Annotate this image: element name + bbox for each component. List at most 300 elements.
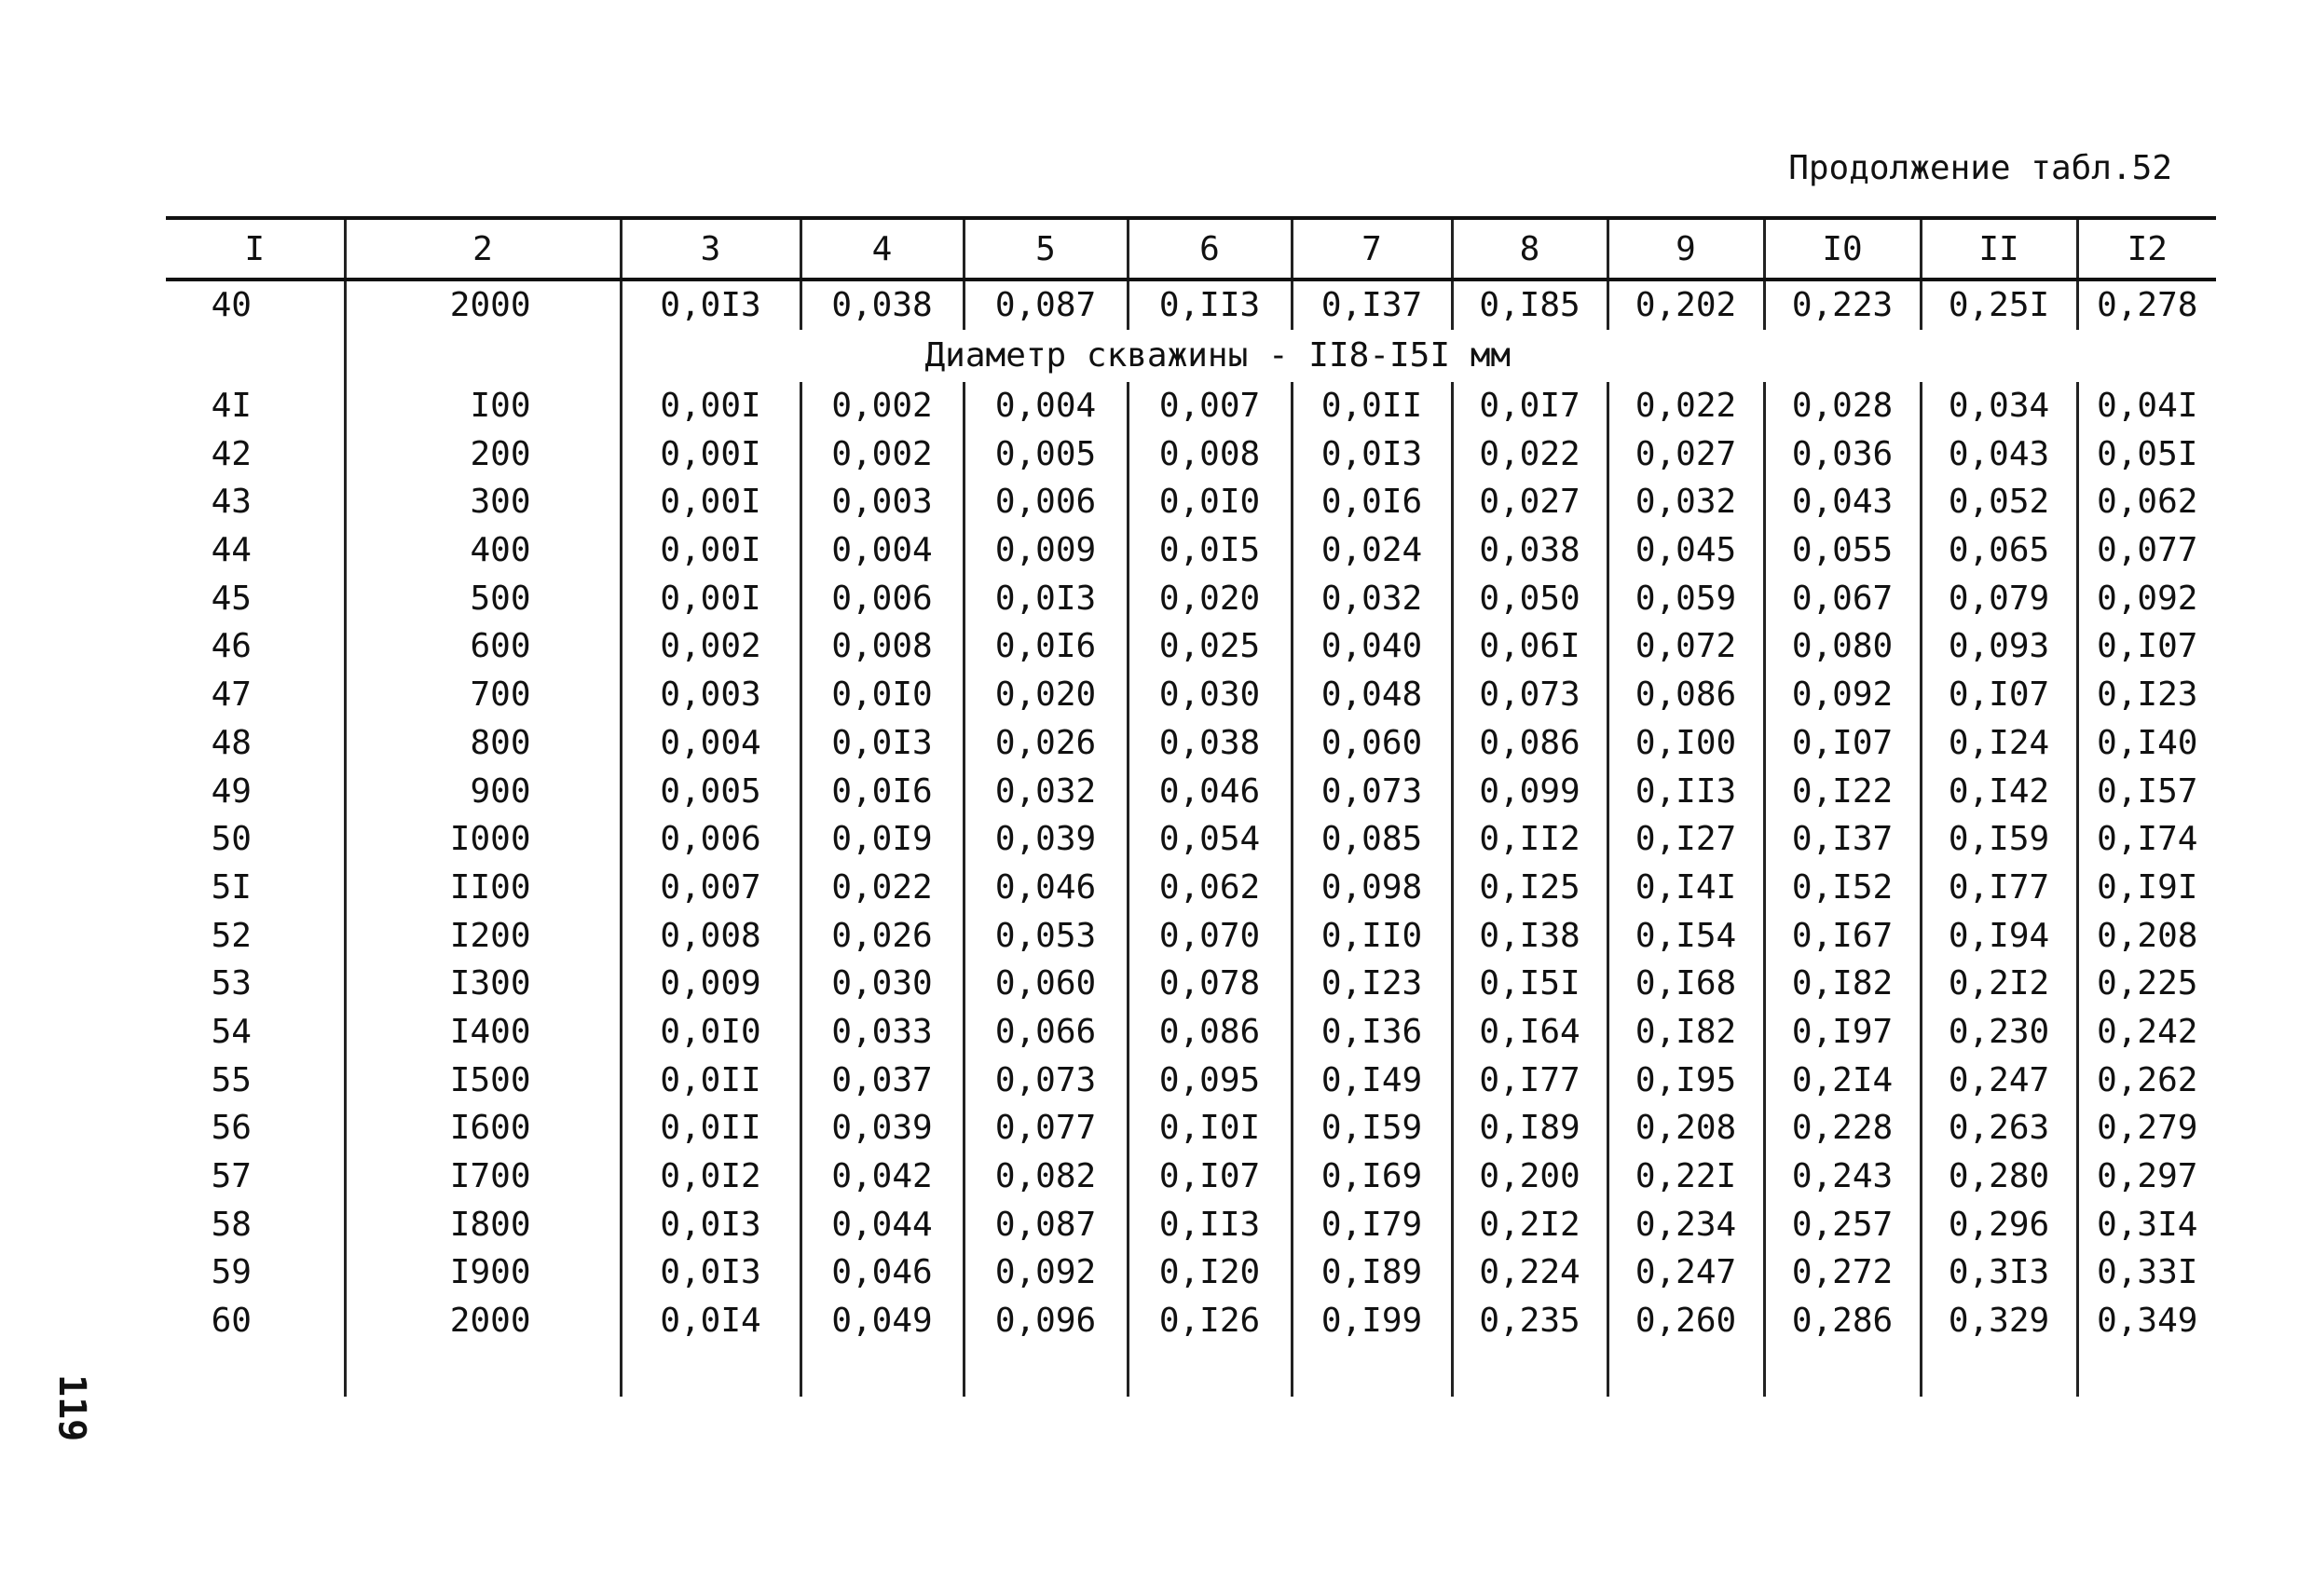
value-cell: 0,06I bbox=[1452, 622, 1607, 671]
depth-cell: 800 bbox=[345, 719, 621, 768]
value-cell: 0,I25 bbox=[1452, 864, 1607, 912]
value-cell: 0,04I bbox=[2077, 382, 2216, 430]
value-cell: 0,0I0 bbox=[800, 671, 964, 719]
depth-cell: I800 bbox=[345, 1200, 621, 1248]
row-number-cell: 42 bbox=[211, 434, 252, 473]
section-subheader: Диаметр скважины - II8-I5I мм bbox=[621, 330, 2216, 382]
value-cell: 0,II3 bbox=[1607, 767, 1764, 815]
value-cell: 0,0I6 bbox=[1292, 478, 1452, 526]
row-number-cell: 57 bbox=[211, 1157, 252, 1196]
table-subheader-row bbox=[166, 330, 2216, 382]
value-cell: 0,I74 bbox=[2077, 815, 2216, 864]
value-cell: 0,092 bbox=[1764, 671, 1921, 719]
table-row bbox=[166, 1008, 2216, 1057]
value-cell: 0,060 bbox=[1292, 719, 1452, 768]
value-cell: 0,095 bbox=[1128, 1056, 1292, 1104]
value-cell: 0,086 bbox=[1452, 719, 1607, 768]
table-row bbox=[166, 1153, 2216, 1201]
value-cell: 0,230 bbox=[1921, 1008, 2077, 1057]
value-cell: 0,034 bbox=[1921, 382, 2077, 430]
empty-cell bbox=[800, 1344, 964, 1397]
row-number-cell: 43 bbox=[211, 483, 252, 522]
value-cell: 0,0I3 bbox=[1292, 430, 1452, 478]
depth-cell: I000 bbox=[345, 815, 621, 864]
table-row bbox=[166, 280, 2216, 330]
value-cell: 0,038 bbox=[800, 280, 964, 330]
table-row bbox=[166, 960, 2216, 1008]
value-cell: 0,I97 bbox=[1764, 1008, 1921, 1057]
value-cell: 0,080 bbox=[1764, 622, 1921, 671]
value-cell: 0,026 bbox=[800, 911, 964, 960]
row-number-cell: 49 bbox=[211, 771, 252, 811]
value-cell: 0,039 bbox=[800, 1104, 964, 1153]
value-cell: 0,247 bbox=[1921, 1056, 2077, 1104]
value-cell: 0,082 bbox=[964, 1153, 1128, 1201]
value-cell: 0,286 bbox=[1764, 1297, 1921, 1345]
depth-cell: I00 bbox=[345, 382, 621, 430]
value-cell: 0,I27 bbox=[1607, 815, 1764, 864]
value-cell: 0,055 bbox=[1764, 526, 1921, 575]
column-header: 6 bbox=[1128, 218, 1292, 280]
empty-cell bbox=[345, 330, 621, 382]
value-cell: 0,0I6 bbox=[800, 767, 964, 815]
value-cell: 0,22I bbox=[1607, 1153, 1764, 1201]
value-cell: 0,009 bbox=[621, 960, 800, 1008]
value-cell: 0,I52 bbox=[1764, 864, 1921, 912]
value-cell: 0,I67 bbox=[1764, 911, 1921, 960]
value-cell: 0,I64 bbox=[1452, 1008, 1607, 1057]
value-cell: 0,045 bbox=[1607, 526, 1764, 575]
value-cell: 0,I49 bbox=[1292, 1056, 1452, 1104]
value-cell: 0,059 bbox=[1607, 574, 1764, 622]
row-number-cell: 55 bbox=[211, 1060, 252, 1099]
value-cell: 0,048 bbox=[1292, 671, 1452, 719]
value-cell: 0,003 bbox=[621, 671, 800, 719]
value-cell: 0,0I2 bbox=[621, 1153, 800, 1201]
table-row bbox=[166, 430, 2216, 478]
value-cell: 0,002 bbox=[800, 382, 964, 430]
value-cell: 0,006 bbox=[800, 574, 964, 622]
value-cell: 0,030 bbox=[800, 960, 964, 1008]
value-cell: 0,I07 bbox=[1128, 1153, 1292, 1201]
value-cell: 0,0I7 bbox=[1452, 382, 1607, 430]
row-number-cell: 54 bbox=[211, 1012, 252, 1051]
value-cell: 0,II3 bbox=[1128, 280, 1292, 330]
column-header: I bbox=[244, 229, 266, 268]
value-cell: 0,I89 bbox=[1292, 1248, 1452, 1297]
value-cell: 0,022 bbox=[1607, 382, 1764, 430]
value-cell: 0,262 bbox=[2077, 1056, 2216, 1104]
value-cell: 0,I0I bbox=[1128, 1104, 1292, 1153]
value-cell: 0,092 bbox=[964, 1248, 1128, 1297]
depth-cell: I200 bbox=[345, 911, 621, 960]
empty-cell bbox=[1764, 1344, 1921, 1397]
value-cell: 0,I26 bbox=[1128, 1297, 1292, 1345]
value-cell: 0,046 bbox=[1128, 767, 1292, 815]
depth-cell: 700 bbox=[345, 671, 621, 719]
table-row bbox=[166, 526, 2216, 575]
value-cell: 0,I4I bbox=[1607, 864, 1764, 912]
empty-cell bbox=[964, 1344, 1128, 1397]
value-cell: 0,I59 bbox=[1921, 815, 2077, 864]
value-cell: 0,I57 bbox=[2077, 767, 2216, 815]
value-cell: 0,I00 bbox=[1607, 719, 1764, 768]
value-cell: 0,078 bbox=[1128, 960, 1292, 1008]
value-cell: 0,278 bbox=[2077, 280, 2216, 330]
value-cell: 0,279 bbox=[2077, 1104, 2216, 1153]
value-cell: 0,I79 bbox=[1292, 1200, 1452, 1248]
data-table-container bbox=[166, 216, 2216, 1397]
value-cell: 0,257 bbox=[1764, 1200, 1921, 1248]
empty-cell bbox=[166, 330, 345, 382]
value-cell: 0,052 bbox=[1921, 478, 2077, 526]
value-cell: 0,0I6 bbox=[964, 622, 1128, 671]
value-cell: 0,00I bbox=[621, 478, 800, 526]
value-cell: 0,027 bbox=[1607, 430, 1764, 478]
value-cell: 0,093 bbox=[1921, 622, 2077, 671]
value-cell: 0,00I bbox=[621, 526, 800, 575]
table-row bbox=[166, 911, 2216, 960]
value-cell: 0,3I3 bbox=[1921, 1248, 2077, 1297]
value-cell: 0,003 bbox=[800, 478, 964, 526]
value-cell: 0,073 bbox=[1292, 767, 1452, 815]
depth-cell: 900 bbox=[345, 767, 621, 815]
value-cell: 0,039 bbox=[964, 815, 1128, 864]
value-cell: 0,046 bbox=[800, 1248, 964, 1297]
value-cell: 0,25I bbox=[1921, 280, 2077, 330]
value-cell: 0,070 bbox=[1128, 911, 1292, 960]
value-cell: 0,050 bbox=[1452, 574, 1607, 622]
value-cell: 0,I9I bbox=[2077, 864, 2216, 912]
value-cell: 0,077 bbox=[2077, 526, 2216, 575]
value-cell: 0,05I bbox=[2077, 430, 2216, 478]
empty-cell bbox=[1292, 1344, 1452, 1397]
value-cell: 0,I77 bbox=[1452, 1056, 1607, 1104]
value-cell: 0,225 bbox=[2077, 960, 2216, 1008]
value-cell: 0,022 bbox=[1452, 430, 1607, 478]
value-cell: 0,II3 bbox=[1128, 1200, 1292, 1248]
value-cell: 0,049 bbox=[800, 1297, 964, 1345]
row-number-cell: 53 bbox=[211, 964, 252, 1003]
value-cell: 0,005 bbox=[964, 430, 1128, 478]
value-cell: 0,038 bbox=[1452, 526, 1607, 575]
value-cell: 0,223 bbox=[1764, 280, 1921, 330]
column-header: 5 bbox=[964, 218, 1128, 280]
table-row bbox=[166, 1200, 2216, 1248]
value-cell: 0,040 bbox=[1292, 622, 1452, 671]
value-cell: 0,085 bbox=[1292, 815, 1452, 864]
value-cell: 0,247 bbox=[1607, 1248, 1764, 1297]
value-cell: 0,007 bbox=[1128, 382, 1292, 430]
value-cell: 0,I23 bbox=[2077, 671, 2216, 719]
value-cell: 0,0I0 bbox=[621, 1008, 800, 1057]
table-row bbox=[166, 622, 2216, 671]
value-cell: 0,0I5 bbox=[1128, 526, 1292, 575]
table-row bbox=[166, 1056, 2216, 1104]
depth-cell: 500 bbox=[345, 574, 621, 622]
value-cell: 0,243 bbox=[1764, 1153, 1921, 1201]
table-row bbox=[166, 1297, 2216, 1345]
value-cell: 0,0I9 bbox=[800, 815, 964, 864]
value-cell: 0,I89 bbox=[1452, 1104, 1607, 1153]
value-cell: 0,032 bbox=[1292, 574, 1452, 622]
table-header-row bbox=[166, 218, 2216, 280]
value-cell: 0,005 bbox=[621, 767, 800, 815]
value-cell: 0,099 bbox=[1452, 767, 1607, 815]
row-number-cell: 46 bbox=[211, 627, 252, 666]
data-table bbox=[166, 216, 2216, 1397]
column-header: 4 bbox=[800, 218, 964, 280]
depth-cell: I500 bbox=[345, 1056, 621, 1104]
value-cell: 0,053 bbox=[964, 911, 1128, 960]
value-cell: 0,008 bbox=[800, 622, 964, 671]
depth-cell: 2000 bbox=[345, 280, 621, 330]
value-cell: 0,I59 bbox=[1292, 1104, 1452, 1153]
value-cell: 0,0I0 bbox=[1128, 478, 1292, 526]
empty-cell bbox=[345, 1344, 621, 1397]
value-cell: 0,067 bbox=[1764, 574, 1921, 622]
depth-cell: I300 bbox=[345, 960, 621, 1008]
value-cell: 0,I85 bbox=[1452, 280, 1607, 330]
value-cell: 0,I42 bbox=[1921, 767, 2077, 815]
column-header: 3 bbox=[621, 218, 800, 280]
value-cell: 0,297 bbox=[2077, 1153, 2216, 1201]
row-number-cell: 59 bbox=[211, 1253, 252, 1292]
value-cell: 0,027 bbox=[1452, 478, 1607, 526]
value-cell: 0,I82 bbox=[1764, 960, 1921, 1008]
value-cell: 0,I40 bbox=[2077, 719, 2216, 768]
value-cell: 0,00I bbox=[621, 382, 800, 430]
value-cell: 0,072 bbox=[1607, 622, 1764, 671]
value-cell: 0,065 bbox=[1921, 526, 2077, 575]
value-cell: 0,073 bbox=[964, 1056, 1128, 1104]
value-cell: 0,263 bbox=[1921, 1104, 2077, 1153]
table-row bbox=[166, 382, 2216, 430]
value-cell: 0,073 bbox=[1452, 671, 1607, 719]
value-cell: 0,2I2 bbox=[1921, 960, 2077, 1008]
value-cell: 0,329 bbox=[1921, 1297, 2077, 1345]
value-cell: 0,224 bbox=[1452, 1248, 1607, 1297]
value-cell: 0,228 bbox=[1764, 1104, 1921, 1153]
table-row bbox=[166, 1248, 2216, 1297]
value-cell: 0,020 bbox=[964, 671, 1128, 719]
depth-cell: 400 bbox=[345, 526, 621, 575]
value-cell: 0,272 bbox=[1764, 1248, 1921, 1297]
value-cell: 0,006 bbox=[964, 478, 1128, 526]
depth-cell: I600 bbox=[345, 1104, 621, 1153]
row-number-cell: 40 bbox=[211, 286, 252, 325]
value-cell: 0,096 bbox=[964, 1297, 1128, 1345]
value-cell: 0,004 bbox=[800, 526, 964, 575]
value-cell: 0,004 bbox=[964, 382, 1128, 430]
value-cell: 0,2I4 bbox=[1764, 1056, 1921, 1104]
value-cell: 0,280 bbox=[1921, 1153, 2077, 1201]
value-cell: 0,033 bbox=[800, 1008, 964, 1057]
value-cell: 0,I07 bbox=[1921, 671, 2077, 719]
depth-cell: 2000 bbox=[345, 1297, 621, 1345]
empty-cell bbox=[1921, 1344, 2077, 1397]
empty-cell bbox=[621, 1344, 800, 1397]
value-cell: 0,33I bbox=[2077, 1248, 2216, 1297]
value-cell: 0,032 bbox=[964, 767, 1128, 815]
value-cell: 0,I36 bbox=[1292, 1008, 1452, 1057]
value-cell: 0,I68 bbox=[1607, 960, 1764, 1008]
value-cell: 0,I37 bbox=[1292, 280, 1452, 330]
value-cell: 0,002 bbox=[800, 430, 964, 478]
value-cell: 0,092 bbox=[2077, 574, 2216, 622]
value-cell: 0,0II bbox=[621, 1104, 800, 1153]
row-number-cell: 5I bbox=[211, 867, 252, 907]
row-number-cell: 45 bbox=[211, 579, 252, 618]
value-cell: 0,3I4 bbox=[2077, 1200, 2216, 1248]
value-cell: 0,038 bbox=[1128, 719, 1292, 768]
row-number-cell: 60 bbox=[211, 1302, 252, 1341]
value-cell: 0,020 bbox=[1128, 574, 1292, 622]
value-cell: 0,098 bbox=[1292, 864, 1452, 912]
value-cell: 0,007 bbox=[621, 864, 800, 912]
value-cell: 0,062 bbox=[2077, 478, 2216, 526]
value-cell: 0,260 bbox=[1607, 1297, 1764, 1345]
row-number-cell: 52 bbox=[211, 916, 252, 955]
value-cell: 0,004 bbox=[621, 719, 800, 768]
value-cell: 0,0II bbox=[621, 1056, 800, 1104]
value-cell: 0,00I bbox=[621, 430, 800, 478]
value-cell: 0,042 bbox=[800, 1153, 964, 1201]
value-cell: 0,I22 bbox=[1764, 767, 1921, 815]
value-cell: 0,024 bbox=[1292, 526, 1452, 575]
value-cell: 0,0II bbox=[1292, 382, 1452, 430]
row-number-cell: 56 bbox=[211, 1109, 252, 1148]
value-cell: 0,079 bbox=[1921, 574, 2077, 622]
value-cell: 0,044 bbox=[800, 1200, 964, 1248]
value-cell: 0,046 bbox=[964, 864, 1128, 912]
value-cell: 0,086 bbox=[1607, 671, 1764, 719]
value-cell: 0,I69 bbox=[1292, 1153, 1452, 1201]
table-body bbox=[166, 280, 2216, 1397]
value-cell: 0,043 bbox=[1921, 430, 2077, 478]
value-cell: 0,054 bbox=[1128, 815, 1292, 864]
table-row bbox=[166, 574, 2216, 622]
depth-cell: I400 bbox=[345, 1008, 621, 1057]
value-cell: 0,025 bbox=[1128, 622, 1292, 671]
value-cell: 0,037 bbox=[800, 1056, 964, 1104]
value-cell: 0,I95 bbox=[1607, 1056, 1764, 1104]
table-padding-row bbox=[166, 1344, 2216, 1397]
value-cell: 0,008 bbox=[621, 911, 800, 960]
table-row bbox=[166, 671, 2216, 719]
row-number-cell: 44 bbox=[211, 531, 252, 570]
value-cell: 0,00I bbox=[621, 574, 800, 622]
value-cell: 0,234 bbox=[1607, 1200, 1764, 1248]
table-row bbox=[166, 815, 2216, 864]
value-cell: 0,2I2 bbox=[1452, 1200, 1607, 1248]
value-cell: 0,002 bbox=[621, 622, 800, 671]
value-cell: 0,I23 bbox=[1292, 960, 1452, 1008]
table-caption: Продолжение табл.52 bbox=[1788, 149, 2172, 187]
value-cell: 0,II0 bbox=[1292, 911, 1452, 960]
value-cell: 0,028 bbox=[1764, 382, 1921, 430]
table-row bbox=[166, 864, 2216, 912]
value-cell: 0,349 bbox=[2077, 1297, 2216, 1345]
value-cell: 0,036 bbox=[1764, 430, 1921, 478]
row-number-cell: 4I bbox=[211, 387, 252, 426]
value-cell: 0,208 bbox=[2077, 911, 2216, 960]
empty-cell bbox=[166, 1344, 345, 1397]
value-cell: 0,I20 bbox=[1128, 1248, 1292, 1297]
value-cell: 0,I37 bbox=[1764, 815, 1921, 864]
value-cell: 0,I82 bbox=[1607, 1008, 1764, 1057]
depth-cell: 300 bbox=[345, 478, 621, 526]
table-row bbox=[166, 767, 2216, 815]
value-cell: 0,I07 bbox=[2077, 622, 2216, 671]
value-cell: 0,0I3 bbox=[964, 574, 1128, 622]
column-header: 9 bbox=[1607, 218, 1764, 280]
row-number-cell: 50 bbox=[211, 820, 252, 859]
value-cell: 0,0I3 bbox=[621, 1248, 800, 1297]
empty-cell bbox=[2077, 1344, 2216, 1397]
column-header: 2 bbox=[345, 218, 621, 280]
column-header: I0 bbox=[1764, 218, 1921, 280]
column-header: 7 bbox=[1292, 218, 1452, 280]
value-cell: 0,296 bbox=[1921, 1200, 2077, 1248]
row-number-cell: 58 bbox=[211, 1205, 252, 1244]
value-cell: 0,0I3 bbox=[621, 280, 800, 330]
column-header: 8 bbox=[1452, 218, 1607, 280]
page-number: 119 bbox=[50, 1374, 93, 1442]
value-cell: 0,I38 bbox=[1452, 911, 1607, 960]
value-cell: 0,077 bbox=[964, 1104, 1128, 1153]
value-cell: 0,062 bbox=[1128, 864, 1292, 912]
value-cell: 0,202 bbox=[1607, 280, 1764, 330]
value-cell: 0,008 bbox=[1128, 430, 1292, 478]
value-cell: 0,009 bbox=[964, 526, 1128, 575]
value-cell: 0,066 bbox=[964, 1008, 1128, 1057]
row-number-cell: 48 bbox=[211, 723, 252, 762]
value-cell: 0,I77 bbox=[1921, 864, 2077, 912]
row-number-cell: 47 bbox=[211, 675, 252, 715]
depth-cell: I900 bbox=[345, 1248, 621, 1297]
value-cell: 0,086 bbox=[1128, 1008, 1292, 1057]
value-cell: 0,087 bbox=[964, 1200, 1128, 1248]
value-cell: 0,I5I bbox=[1452, 960, 1607, 1008]
value-cell: 0,0I3 bbox=[800, 719, 964, 768]
empty-cell bbox=[1128, 1344, 1292, 1397]
value-cell: 0,235 bbox=[1452, 1297, 1607, 1345]
value-cell: 0,030 bbox=[1128, 671, 1292, 719]
value-cell: 0,0I4 bbox=[621, 1297, 800, 1345]
value-cell: 0,087 bbox=[964, 280, 1128, 330]
value-cell: 0,I07 bbox=[1764, 719, 1921, 768]
depth-cell: II00 bbox=[345, 864, 621, 912]
value-cell: 0,006 bbox=[621, 815, 800, 864]
table-row bbox=[166, 478, 2216, 526]
value-cell: 0,022 bbox=[800, 864, 964, 912]
value-cell: 0,060 bbox=[964, 960, 1128, 1008]
column-header: I2 bbox=[2077, 218, 2216, 280]
empty-cell bbox=[1607, 1344, 1764, 1397]
depth-cell: 200 bbox=[345, 430, 621, 478]
value-cell: 0,II2 bbox=[1452, 815, 1607, 864]
empty-cell bbox=[1452, 1344, 1607, 1397]
value-cell: 0,026 bbox=[964, 719, 1128, 768]
value-cell: 0,I99 bbox=[1292, 1297, 1452, 1345]
value-cell: 0,032 bbox=[1607, 478, 1764, 526]
value-cell: 0,242 bbox=[2077, 1008, 2216, 1057]
value-cell: 0,200 bbox=[1452, 1153, 1607, 1201]
value-cell: 0,043 bbox=[1764, 478, 1921, 526]
value-cell: 0,0I3 bbox=[621, 1200, 800, 1248]
column-header: II bbox=[1921, 218, 2077, 280]
